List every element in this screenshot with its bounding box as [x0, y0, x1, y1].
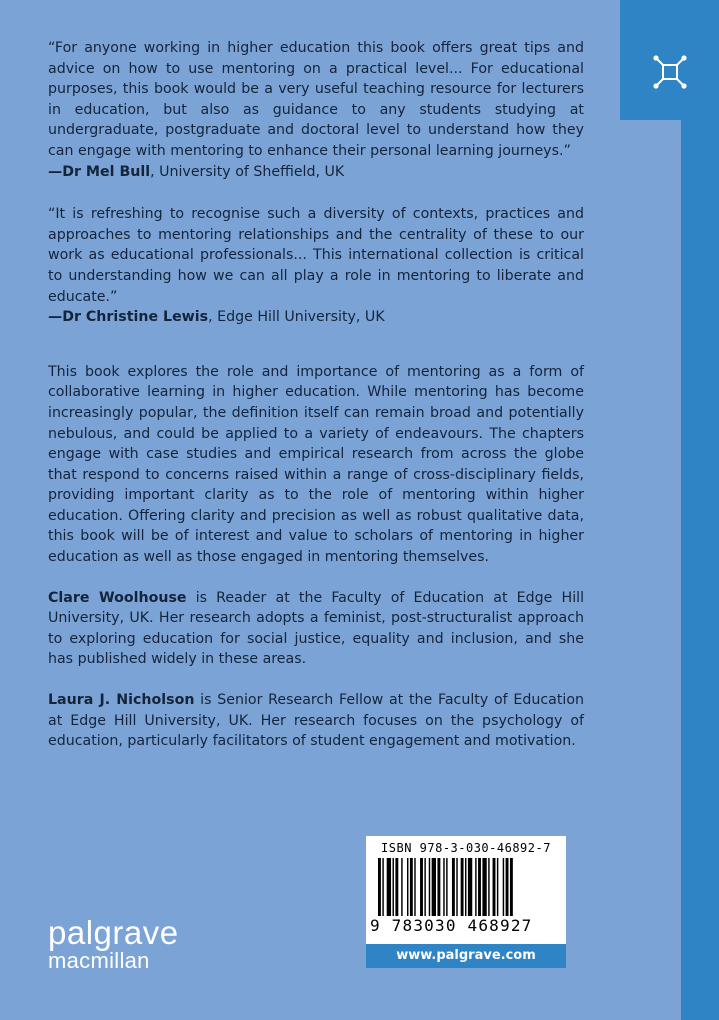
author-bio-2 [48, 690, 584, 752]
author-name-1: Clare Woolhouse [48, 589, 187, 606]
series-logo-box [620, 0, 719, 120]
isbn-label: ISBN 978-3-030-46892-7 [381, 841, 551, 855]
author-text-2: is Senior Research Fellow at the Faculty of Education at Edge Hill University, UK. Her research focuses on the psychology of education, particularly facilitators of student engagement and motivation. [48, 692, 584, 750]
barcode-icon [378, 858, 554, 916]
spine-strip [681, 0, 719, 1020]
book-description: This book explores the role and importance of mentoring as a form of collaborative learning in higher education. While mentoring has become increasingly popular, the definition itself can remain broad and potentially nebulous, and could be applied to a variety of endeavours. The chapters engage with case studies and empirical research from across the globe that respond to concerns raised within a range of cross-disciplinary fields, providing important clarity as to the role of mentoring within higher education. Offering clarity and precision as well as robust qualitative data, this book will be of interest and value to scholars of mentoring in higher education as well as those engaged in mentoring themselves. [48, 363, 584, 566]
reviewer-name-1: —Dr Mel Bull [48, 163, 151, 180]
review-attribution-2 [48, 307, 584, 328]
publisher-name-line2: macmillan [48, 948, 150, 973]
review-quote-1: “For anyone working in higher education this book offers great tips and advice on how to use mentoring on a practical level... For educational purposes, this book would be a very useful teaching resource for lecturers in education, but also as guidance to any students studying at undergraduate, postgraduate and doctoral level to understand how they can engage with mentoring to enhance their personal learning journeys.” [48, 40, 584, 159]
barcode-digits: 9 783030 468927 [370, 916, 533, 935]
reviewer-affiliation-1: , University of Sheffield, UK [150, 163, 345, 180]
reviewer-name-2: —Dr Christine Lewis [48, 309, 209, 326]
author-text-1: is Reader at the Faculty of Education at Edge Hill University, UK. Her research adopts a feminist, post-structuralist approach to exploring education for social justice, equality and inclusion, and she has published widely in these areas. [48, 589, 585, 668]
review-quote-2: “It is refreshing to recognise such a diversity of contexts, practices and approaches to mentoring relationships and the centrality of these to our work as educational professionals... This international collection is critical to understanding how we can all play a role in mentoring to liberate and educate.” [48, 206, 584, 305]
reviewer-affiliation-2: , Edge Hill University, UK [208, 309, 385, 326]
publisher-website: www.palgrave.com [366, 944, 566, 968]
palgrave-network-logo-icon [652, 54, 688, 90]
publisher-name-line1: palgrave [48, 914, 179, 951]
author-name-2: Laura J. Nicholson [48, 692, 195, 709]
review-attribution-1 [48, 162, 584, 183]
publisher-logo [48, 914, 179, 974]
author-bio-1 [48, 588, 584, 670]
back-cover-text [48, 38, 584, 752]
